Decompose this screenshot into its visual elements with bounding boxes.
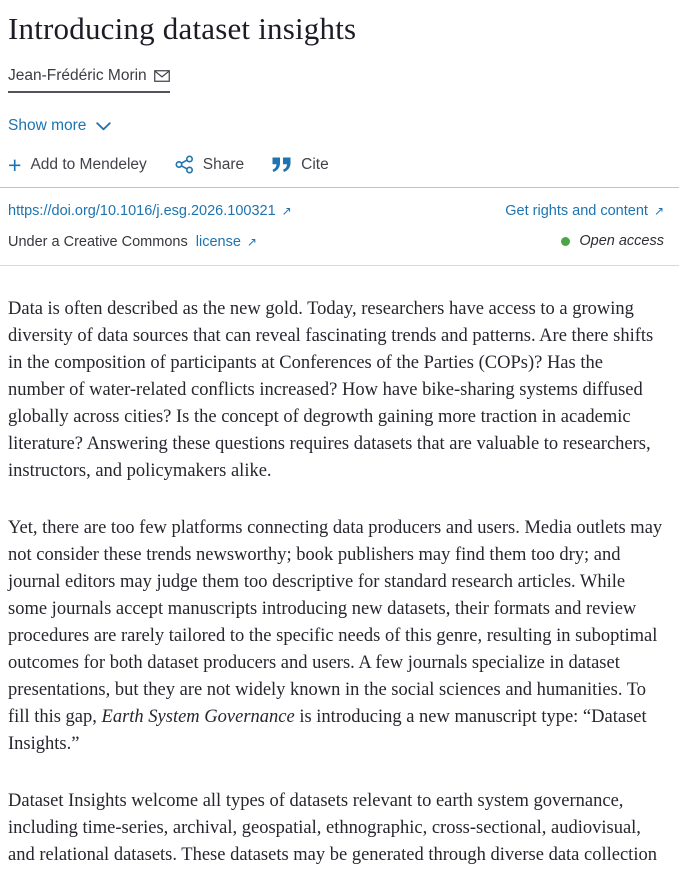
external-link-icon: ↗ xyxy=(281,204,292,219)
share-label: Share xyxy=(202,155,245,173)
chevron-down-icon xyxy=(96,122,111,131)
email-envelope-icon[interactable] xyxy=(154,70,170,82)
cc-prefix-text: Under a Creative Commons xyxy=(8,233,188,250)
doi-row xyxy=(8,203,664,219)
article-body xyxy=(8,296,664,869)
external-link-icon: ↗ xyxy=(653,204,664,219)
get-rights-link[interactable] xyxy=(505,203,664,219)
paragraph-2-text-a: Yet, there are too few platforms connecting data producers and users. Media outlets may not consider these trends newsworthy; book publishers may find them too dry; and journal editors may judge them too descriptive for standard research articles. While some journals accept manuscripts introducing new datasets, their formats and review procedures are rarely tailored to the specific needs of this genre, resulting in suboptimal outcomes for both dataset producers and users. A few journals specialize in dataset presentations, but they are not widely known in the social sciences and humanities. To fill this gap, xyxy=(8,517,663,727)
add-to-mendeley-label: Add to Mendeley xyxy=(30,155,147,173)
share-icon xyxy=(175,155,194,174)
open-access-dot-icon xyxy=(561,237,570,246)
show-more-label: Show more xyxy=(8,117,87,135)
show-more-button[interactable] xyxy=(8,117,111,135)
creative-commons-text xyxy=(8,234,257,250)
paragraph-1: Data is often described as the new gold. Today, researchers have access to a growing diversity of data sources that can reveal fascinating trends and patterns. Are there shifts in the composition of participants at Conferences of the Parties (COPs)? Has the number of water-related conflicts increased? How have bike-sharing systems diffused globally across cities? Is the concept of degrowth gaining more traction in academic literature? Answering these questions requires datasets that are valuable to researchers, instructors, and policymakers alike. xyxy=(8,298,654,481)
paragraph-3: Dataset Insights welcome all types of datasets relevant to earth system governance, including time-series, archival, geospatial, ethnographic, cross-sectional, audiovisual, and relational datasets. These datasets may be generated through diverse data collection xyxy=(8,790,657,865)
open-access-badge xyxy=(561,233,664,249)
license-link[interactable] xyxy=(196,234,257,250)
author-row xyxy=(8,67,664,93)
author-link[interactable] xyxy=(8,67,170,93)
author-name: Jean-Frédéric Morin xyxy=(8,67,147,85)
open-access-label: Open access xyxy=(579,233,664,250)
quote-cite-icon xyxy=(272,157,292,173)
doi-link-text: https://doi.org/10.1016/j.esg.2026.100321 xyxy=(8,203,276,220)
page-title: Introducing dataset insights xyxy=(8,11,357,46)
license-link-text: license xyxy=(195,233,241,250)
article-toolbar xyxy=(8,151,664,178)
plus-icon: + xyxy=(8,151,22,178)
get-rights-text: Get rights and content xyxy=(505,203,648,220)
share-button[interactable] xyxy=(175,155,244,174)
license-row xyxy=(8,233,664,250)
journal-name-italic: Earth System Governance xyxy=(101,706,295,727)
cite-label: Cite xyxy=(301,155,329,173)
external-link-icon: ↗ xyxy=(246,234,257,249)
paragraph-2 xyxy=(8,515,664,758)
doi-link[interactable] xyxy=(8,203,292,219)
cite-button[interactable] xyxy=(272,156,329,174)
add-to-mendeley-button[interactable] xyxy=(8,151,147,178)
paragraph-2-text-b: is introducing a new manuscript type: “Dataset Insights.” xyxy=(8,706,647,754)
divider-bottom xyxy=(0,265,679,266)
divider-top xyxy=(0,187,679,188)
